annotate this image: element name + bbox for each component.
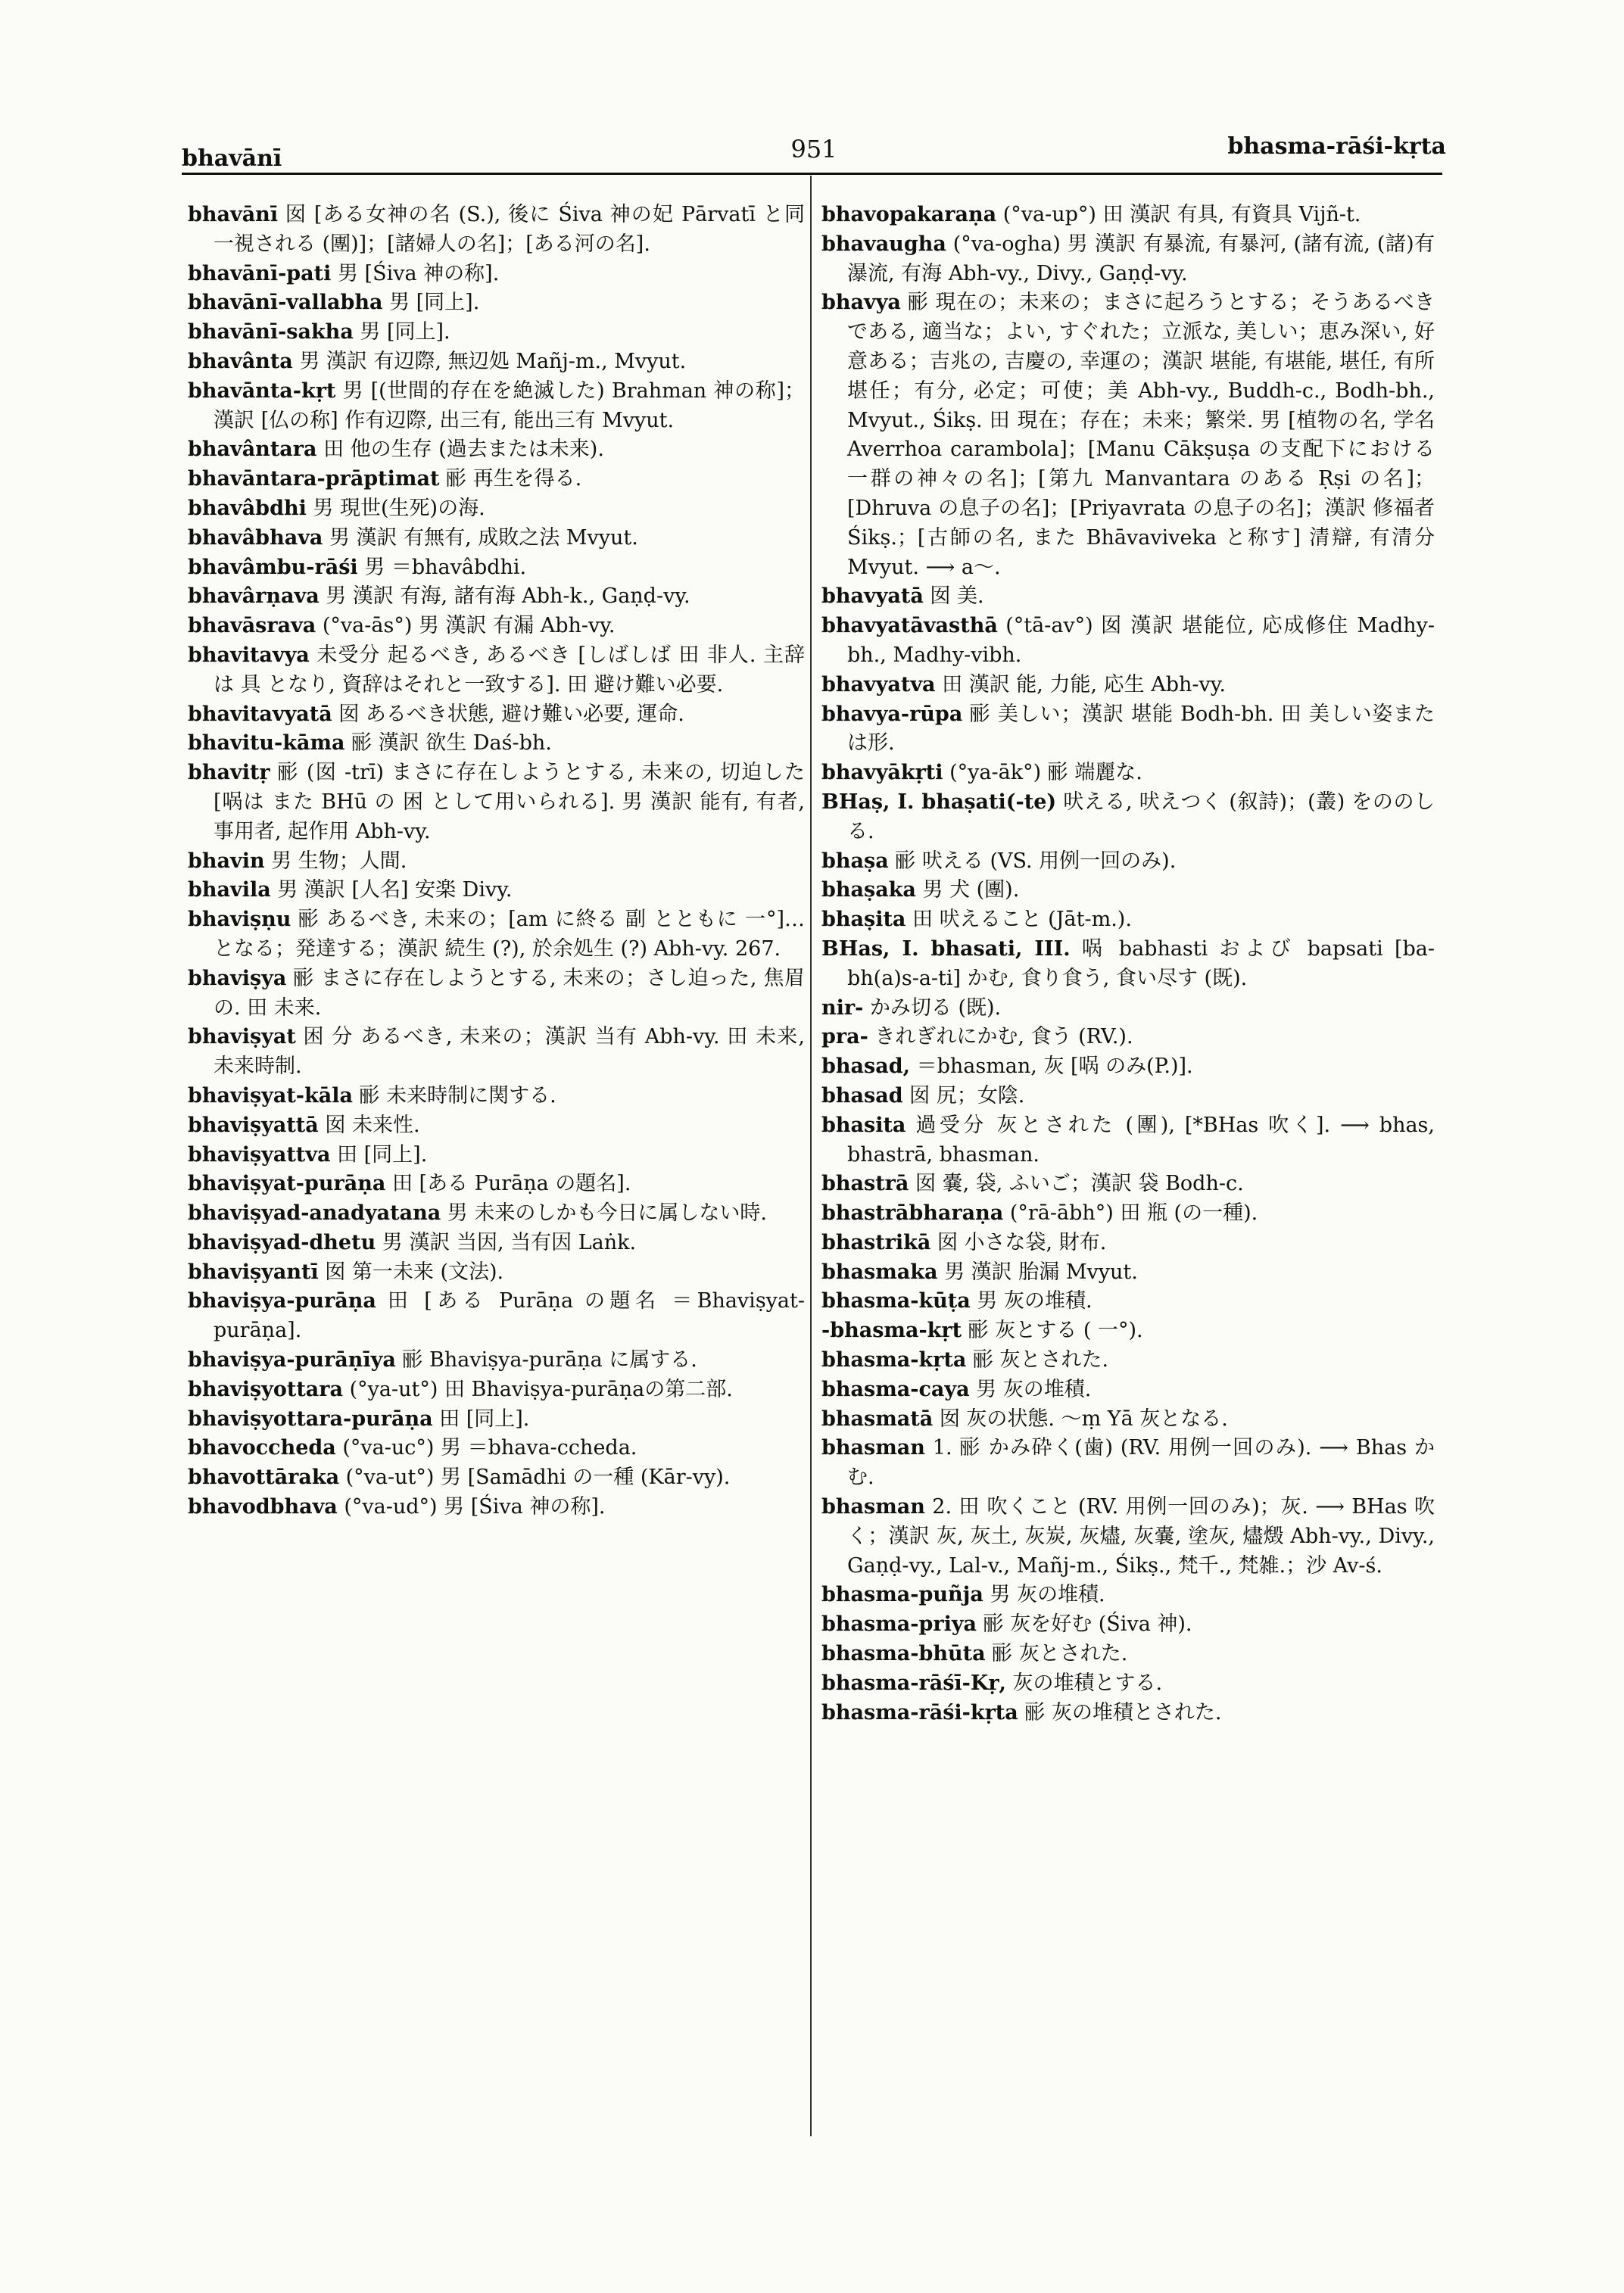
dictionary-entry (188, 641, 805, 700)
entry-headword: bhavānī-vallabha (188, 291, 383, 315)
dictionary-entry (188, 1199, 805, 1229)
entry-definition: 囡 嚢, 袋, ふいご；漢訳 袋 Bodh-c. (909, 1172, 1244, 1196)
entry-headword: bhavitṛ (188, 761, 270, 785)
dictionary-entry (821, 671, 1435, 700)
entry-headword: bhasita (821, 1113, 906, 1137)
left-column (188, 201, 805, 1522)
entry-definition: (°va-ās°) 男 漢訳 有漏 Abh-vy. (316, 614, 616, 638)
entry-headword: bhavyatāvasthā (821, 614, 998, 638)
dictionary-entry (188, 377, 805, 436)
dictionary-entry (188, 759, 805, 846)
dictionary-entry (188, 1287, 805, 1346)
dictionary-entry (188, 347, 805, 377)
entry-headword: bhasma-priya (821, 1612, 977, 1637)
entry-headword: bhasmaka (821, 1260, 938, 1284)
entry-definition: ＝bhasman, 灰 [㖞 のみ(P.)]. (909, 1055, 1193, 1079)
entry-headword: -bhasma-kṛt (821, 1319, 962, 1343)
entry-definition: 彨 灰を好む (Śiva 神). (977, 1612, 1192, 1637)
entry-definition: 男 [同上]. (382, 291, 480, 315)
entry-headword: bhasma-rāśī-Kṛ, (821, 1671, 1006, 1695)
entry-definition: (°ya-ut°) 田 Bhaviṣya-purāṇaの第二部. (343, 1377, 733, 1401)
dictionary-entry (188, 524, 805, 553)
dictionary-entry (188, 1346, 805, 1375)
dictionary-entry (188, 1258, 805, 1288)
entry-definition: 囡 第一未来 (文法). (318, 1260, 504, 1284)
entry-headword: bhasma-puñja (821, 1583, 983, 1607)
dictionary-entry (188, 1141, 805, 1170)
entry-headword: bhaviṣya (188, 966, 287, 990)
dictionary-entry (821, 1640, 1435, 1669)
entry-headword: bhavottāraka (188, 1466, 340, 1490)
entry-headword: bhasad, (821, 1055, 910, 1079)
right-running-head: bhasma-rāśi-kṛta (1227, 133, 1446, 160)
entry-headword: bhavānta-kṛt (188, 379, 336, 403)
dictionary-entry (188, 1111, 805, 1141)
dictionary-entry (821, 876, 1435, 905)
dictionary-entry (821, 1258, 1435, 1288)
dictionary-entry (188, 260, 805, 289)
entry-definition: 男 漢訳 有無有, 成敗之法 Mvyut. (323, 525, 638, 550)
dictionary-entry (188, 582, 805, 612)
entry-headword: bhaviṣyad-dhetu (188, 1230, 376, 1254)
entry-definition: 過受分 灰とされた (團), [*BHas 吹く]. ⟶ bhas, bhastrā, bhasman. (847, 1113, 1435, 1167)
dictionary-entry (821, 935, 1435, 994)
dictionary-entry (188, 612, 805, 641)
dictionary-entry (188, 201, 805, 260)
entry-headword: bhavitavyatā (188, 702, 332, 726)
entry-headword: bhaviṣyat (188, 1025, 296, 1049)
entry-headword: bhavyākṛti (821, 761, 943, 785)
left-running-head: bhavānī (182, 145, 282, 172)
entry-definition: 田 [ある Purāṇa の題名]. (385, 1172, 631, 1196)
dictionary-entry (188, 1229, 805, 1258)
entry-definition: 㖞 babhasti および bapsati [ba-bh(a)s-a-ti] かむ, 食り食う, 食い尽す (既). (847, 936, 1435, 990)
dictionary-entry (821, 788, 1435, 847)
entry-definition: 男 漢訳 胎漏 Mvyut. (937, 1260, 1138, 1284)
entry-definition: (°va-ogha) 男 漢訳 有暴流, 有暴河, (諸有流, (諸)有瀑流, 有海 Abh-vy., Divy., Gaṇḍ-vy. (847, 232, 1435, 285)
entry-definition: 彨 未来時制に関する. (352, 1083, 556, 1108)
entry-definition: 囡 尻；女陰. (902, 1083, 1025, 1108)
entry-definition: 田 漢訳 能, 力能, 応生 Abh-vy. (935, 672, 1226, 696)
entry-headword: nir- (821, 995, 864, 1020)
dictionary-entry (821, 1581, 1435, 1610)
entry-definition: 男 漢訳 [人名] 安楽 Divy. (270, 878, 513, 902)
dictionary-entry (188, 1170, 805, 1199)
entry-definition: 囡 [ある女神の名 (S.), 後に Śiva 神の妃 Pārvatī と同一視される (團)]；[諸婦人の名]；[ある河の名]. (214, 203, 805, 256)
dictionary-entry (188, 905, 805, 964)
entry-headword: bhaviṣyottara (188, 1377, 344, 1401)
entry-definition: 田 吠えること (Jāt-m.). (906, 908, 1132, 932)
entry-headword: bhasma-kūṭa (821, 1289, 971, 1313)
dictionary-entry (188, 847, 805, 877)
entry-headword: bhasma-caya (821, 1377, 970, 1401)
entry-headword: bhasma-kṛta (821, 1348, 967, 1372)
dictionary-entry (821, 1287, 1435, 1316)
dictionary-entry (188, 876, 805, 905)
entry-headword: bhavya (821, 291, 901, 315)
dictionary-entry (821, 1375, 1435, 1405)
entry-definition: 囡 灰の状態. ～ṃ Yā 灰となる. (933, 1407, 1228, 1431)
dictionary-entry (188, 1434, 805, 1463)
entry-definition: 彨 灰とされた. (985, 1642, 1128, 1666)
entry-headword: bhavâbdhi (188, 496, 307, 520)
entry-headword: bhavāsrava (188, 614, 316, 638)
entry-definition: 囡 あるべき状態, 避け難い必要, 運命. (332, 702, 684, 726)
dictionary-entry (188, 1463, 805, 1493)
dictionary-entry (821, 230, 1435, 289)
entry-headword: bhaviṣṇu (188, 908, 291, 932)
entry-definition: 男 漢訳 有辺際, 無辺処 Mañj-m., Mvyut. (292, 349, 687, 373)
entry-definition: 1. 彨 かみ砕く(歯) (RV. 用例一回のみ). ⟶ Bhas かむ. (847, 1436, 1435, 1490)
dictionary-entry (188, 1405, 805, 1435)
dictionary-entry (188, 494, 805, 524)
entry-definition: (°va-uc°) 男 ＝bhava-ccheda. (335, 1436, 637, 1460)
entry-headword: BHas, I. bhasati, III. (821, 936, 1071, 961)
entry-definition: 彨 Bhaviṣya-purāṇa に属する. (395, 1348, 697, 1372)
entry-definition: きれぎれにかむ, 食う (RV.). (868, 1025, 1133, 1049)
dictionary-entry (821, 582, 1435, 612)
entry-definition: 男 生物；人間. (264, 849, 407, 873)
entry-definition: 男 [Śiva 神の称]. (331, 261, 500, 285)
dictionary-entry (188, 700, 805, 730)
dictionary-entry (821, 1346, 1435, 1375)
entry-headword: bhavitavya (188, 643, 310, 667)
entry-definition: 男 ＝bhavâbdhi. (357, 555, 527, 579)
header-rule (182, 173, 1442, 175)
entry-definition: (°tā-av°) 囡 漢訳 堪能位, 応成修住 Madhy-bh., Madhy-vibh. (847, 614, 1435, 667)
entry-definition: 2. 田 吹くこと (RV. 用例一回のみ)；灰. ⟶ BHas 吹く；漢訳 灰, 灰土, 灰炭, 灰燼, 灰嚢, 塗灰, 燼燬 Abh-vy., Divy., Gaṇḍ-vy., Lal-v., Mañj-m., Śikṣ., 梵千., 梵雑.；沙 Av-ś. (847, 1495, 1435, 1578)
entry-definition: 困 分 あるべき, 未来の；漢訳 当有 Abh-vy. 田 未来, 未来時制. (214, 1025, 805, 1079)
entry-headword: bhavâmbu-rāśi (188, 555, 358, 579)
entry-definition: 男 犬 (團). (915, 878, 1020, 902)
entry-definition: (°va-ud°) 男 [Śiva 神の称]. (337, 1495, 606, 1519)
entry-definition: 田 他の生存 (過去または未来). (316, 438, 604, 462)
dictionary-entry (821, 201, 1435, 230)
entry-headword: bhaviṣyottara-purāṇa (188, 1407, 433, 1431)
column-divider (810, 176, 812, 2136)
entry-definition: 田 [同上]. (432, 1407, 530, 1431)
entry-headword: bhavānī-pati (188, 261, 332, 285)
entry-headword: bhaviṣyat-purāṇa (188, 1172, 386, 1196)
dictionary-entry (821, 700, 1435, 759)
dictionary-entry (821, 288, 1435, 582)
entry-definition: 男 現世(生死)の海. (306, 496, 485, 520)
dictionary-entry (821, 1316, 1435, 1346)
entry-definition: 彨 美しい；漢訳 堪能 Bodh-bh. 田 美しい姿または形. (847, 702, 1435, 756)
entry-definition: 男 [同上]. (353, 320, 450, 344)
entry-headword: bhavin (188, 849, 265, 873)
dictionary-entry (821, 1610, 1435, 1640)
entry-definition: 彨 (囡 -trī) まさに存在しようとする, 未来の, 切迫した [㖞は また BHū の 困 として用いられる]. 男 漢訳 能有, 有者, 事用者, 起作用 Abh-vy. (214, 761, 805, 843)
dictionary-entry (188, 1493, 805, 1522)
entry-definition: 男 未来のしかも今日に属しない時. (441, 1201, 767, 1226)
entry-headword: bhastrā (821, 1172, 909, 1196)
entry-definition: かみ切る (既). (863, 995, 1002, 1020)
entry-headword: bhasma-rāśi-kṛta (821, 1700, 1018, 1724)
entry-definition: 囡 小さな袋, 財布. (930, 1230, 1107, 1254)
entry-headword: BHaṣ, I. bhaṣati(-te) (821, 790, 1057, 814)
entry-definition: 男 漢訳 当因, 当有因 Laṅk. (376, 1230, 637, 1254)
entry-headword: bhavyatva (821, 672, 936, 696)
page-number: 951 (790, 135, 837, 164)
entry-headword: bhavānī (188, 203, 279, 226)
dictionary-entry (188, 1023, 805, 1082)
entry-headword: bhavila (188, 878, 271, 902)
dictionary-entry (821, 1170, 1435, 1199)
entry-headword: bhaviṣyantī (188, 1260, 319, 1284)
dictionary-entry (821, 1669, 1435, 1699)
dictionary-entry (188, 435, 805, 465)
dictionary-entry (821, 847, 1435, 877)
entry-headword: bhaviṣyat-kāla (188, 1083, 353, 1108)
entry-headword: bhavântara (188, 438, 317, 462)
dictionary-entry (188, 1082, 805, 1111)
entry-definition: 男 漢訳 有海, 諸有海 Abh-k., Gaṇḍ-vy. (319, 584, 690, 609)
entry-headword: bhaviṣyattva (188, 1142, 331, 1167)
entry-headword: bhavyatā (821, 584, 924, 609)
entry-definition: 男 灰の堆積. (970, 1289, 1093, 1313)
dictionary-entry (821, 905, 1435, 935)
entry-headword: bhasad (821, 1083, 903, 1108)
dictionary-entry (188, 465, 805, 494)
dictionary-entry (821, 612, 1435, 671)
entry-headword: bhasmatā (821, 1407, 934, 1431)
entry-headword: bhavoccheda (188, 1436, 336, 1460)
entry-definition: 未受分 起るべき, あるべき [しばしば 田 非人. 主辞は 具 となり, 資辞はそれと一致する]. 田 避け難い必要. (214, 643, 805, 696)
entry-headword: bhavitu-kāma (188, 731, 345, 756)
entry-definition: 彨 再生を得る. (439, 467, 582, 491)
entry-headword: bhavaugha (821, 232, 946, 256)
entry-headword: bhaviṣyad-anadyatana (188, 1201, 441, 1226)
dictionary-entry (821, 1199, 1435, 1229)
entry-headword: bhaviṣya-purāṇīya (188, 1348, 396, 1372)
entry-definition: 彨 灰の堆積とされた. (1018, 1700, 1222, 1724)
entry-headword: bhaviṣya-purāṇa (188, 1289, 376, 1313)
entry-definition: (°va-ut°) 男 [Samādhi の一種 (Kār-vy). (339, 1466, 731, 1490)
entry-headword: bhaṣaka (821, 878, 916, 902)
entry-headword: bhavānī-sakha (188, 320, 354, 344)
dictionary-entry (188, 964, 805, 1023)
dictionary-entry (821, 1023, 1435, 1052)
entry-definition: 彨 灰とする ( 一°). (962, 1319, 1143, 1343)
right-column (821, 201, 1435, 1728)
entry-headword: bhavodbhava (188, 1495, 338, 1519)
dictionary-entry (188, 318, 805, 347)
dictionary-entry (821, 1434, 1435, 1493)
dictionary-entry (821, 1111, 1435, 1170)
entry-definition: 灰の堆積とする. (1005, 1671, 1163, 1695)
entry-headword: bhaviṣyattā (188, 1113, 319, 1137)
dictionary-entry (821, 1405, 1435, 1435)
entry-definition: 彨 あるべき, 未来の；[am に終る 副 とともに 一°]…となる；発達する；漢訳 続生 (?), 於余処生 (?) Abh-vy. 267. (214, 908, 805, 961)
entry-headword: bhastrābharaṇa (821, 1201, 1004, 1226)
entry-definition: 田 [ある Purāṇa の題名 ＝Bhaviṣyat-purāṇa]. (214, 1289, 805, 1343)
entry-definition: 男 灰の堆積. (983, 1583, 1105, 1607)
entry-definition: 男 灰の堆積. (969, 1377, 1092, 1401)
entry-headword: pra- (821, 1025, 868, 1049)
entry-headword: bhavârṇava (188, 584, 320, 609)
dictionary-entry (821, 1229, 1435, 1258)
dictionary-entry (821, 1052, 1435, 1082)
dictionary-entry (821, 1493, 1435, 1581)
page-header (182, 129, 1446, 174)
dictionary-entry (821, 1699, 1435, 1728)
entry-definition: 彨 吠える (VS. 用例一回のみ). (888, 849, 1177, 873)
dictionary-entry (188, 288, 805, 318)
entry-definition: 彨 灰とされた. (966, 1348, 1109, 1372)
entry-headword: bhasman (821, 1436, 925, 1460)
entry-headword: bhavopakaraṇa (821, 203, 997, 226)
entry-definition: (°rā-ābh°) 田 瓶 (の一種). (1003, 1201, 1258, 1226)
entry-headword: bhastrikā (821, 1230, 931, 1254)
entry-definition: 田 [同上]. (330, 1142, 428, 1167)
entry-definition: 彨 まさに存在しようとする, 未来の；さし迫った, 焦眉の. 田 未来. (214, 966, 805, 1020)
entry-headword: bhaṣita (821, 908, 906, 932)
entry-headword: bhasma-bhūta (821, 1642, 986, 1666)
dictionary-entry (821, 994, 1435, 1023)
dictionary-entry (821, 759, 1435, 788)
dictionary-entry (188, 729, 805, 759)
dictionary-entry (821, 1082, 1435, 1111)
entry-headword: bhavāntara-prāptimat (188, 467, 440, 491)
entry-definition: 男 [(世間的存在を絶滅した) Brahman 神の称]；漢訳 [仏の称] 作有辺際, 出三有, 能出三有 Mvyut. (214, 379, 805, 432)
entry-definition: 囡 未来性. (318, 1113, 420, 1137)
entry-headword: bhavânta (188, 349, 293, 373)
entry-definition: 彨 漢訳 欲生 Daś-bh. (344, 731, 552, 756)
entry-headword: bhaṣa (821, 849, 889, 873)
entry-definition: 囡 美. (923, 584, 984, 609)
entry-headword: bhavya-rūpa (821, 702, 963, 726)
entry-definition: (°va-up°) 田 漢訳 有具, 有資具 Vijñ-t. (996, 203, 1361, 226)
entry-headword: bhasman (821, 1495, 925, 1519)
dictionary-entry (188, 1375, 805, 1405)
entry-definition: (°ya-āk°) 彨 端麗な. (943, 761, 1142, 785)
entry-definition: 彨 現在の；未来の；まさに起ろうとする；そうあるべきである, 適当な；よい, すぐれた；立派な, 美しい；恵み深い, 好意ある；吉兆の, 吉慶の, 幸運の；漢訳 堪能, 有堪能, 堪任, 有所堪任；有分, 必定；可使；美 Abh-vy., Buddh-c., Bodh-bh., Mvyut., Śikṣ. 田 現在；存在；未来；繁栄. 男 [植物の名, 学名 Averrhoa carambola]；[Manu Cākṣuṣa の支配下における一群の神々の名]；[第九 Manvantara のある Ṛṣi の名]；[Dhruva の息子の名]；[Priyavrata の息子の名]；漢訳 修福者 Śikṣ.；[古師の名, また Bhāvaviveka と称す] 清辯, 有清分 Mvyut. ⟶ a～. (847, 291, 1435, 579)
entry-definition: 吠える, 吠えつく (叙詩)；(叢) をののしる. (847, 790, 1435, 843)
entry-headword: bhavâbhava (188, 525, 323, 550)
dictionary-entry (188, 553, 805, 583)
